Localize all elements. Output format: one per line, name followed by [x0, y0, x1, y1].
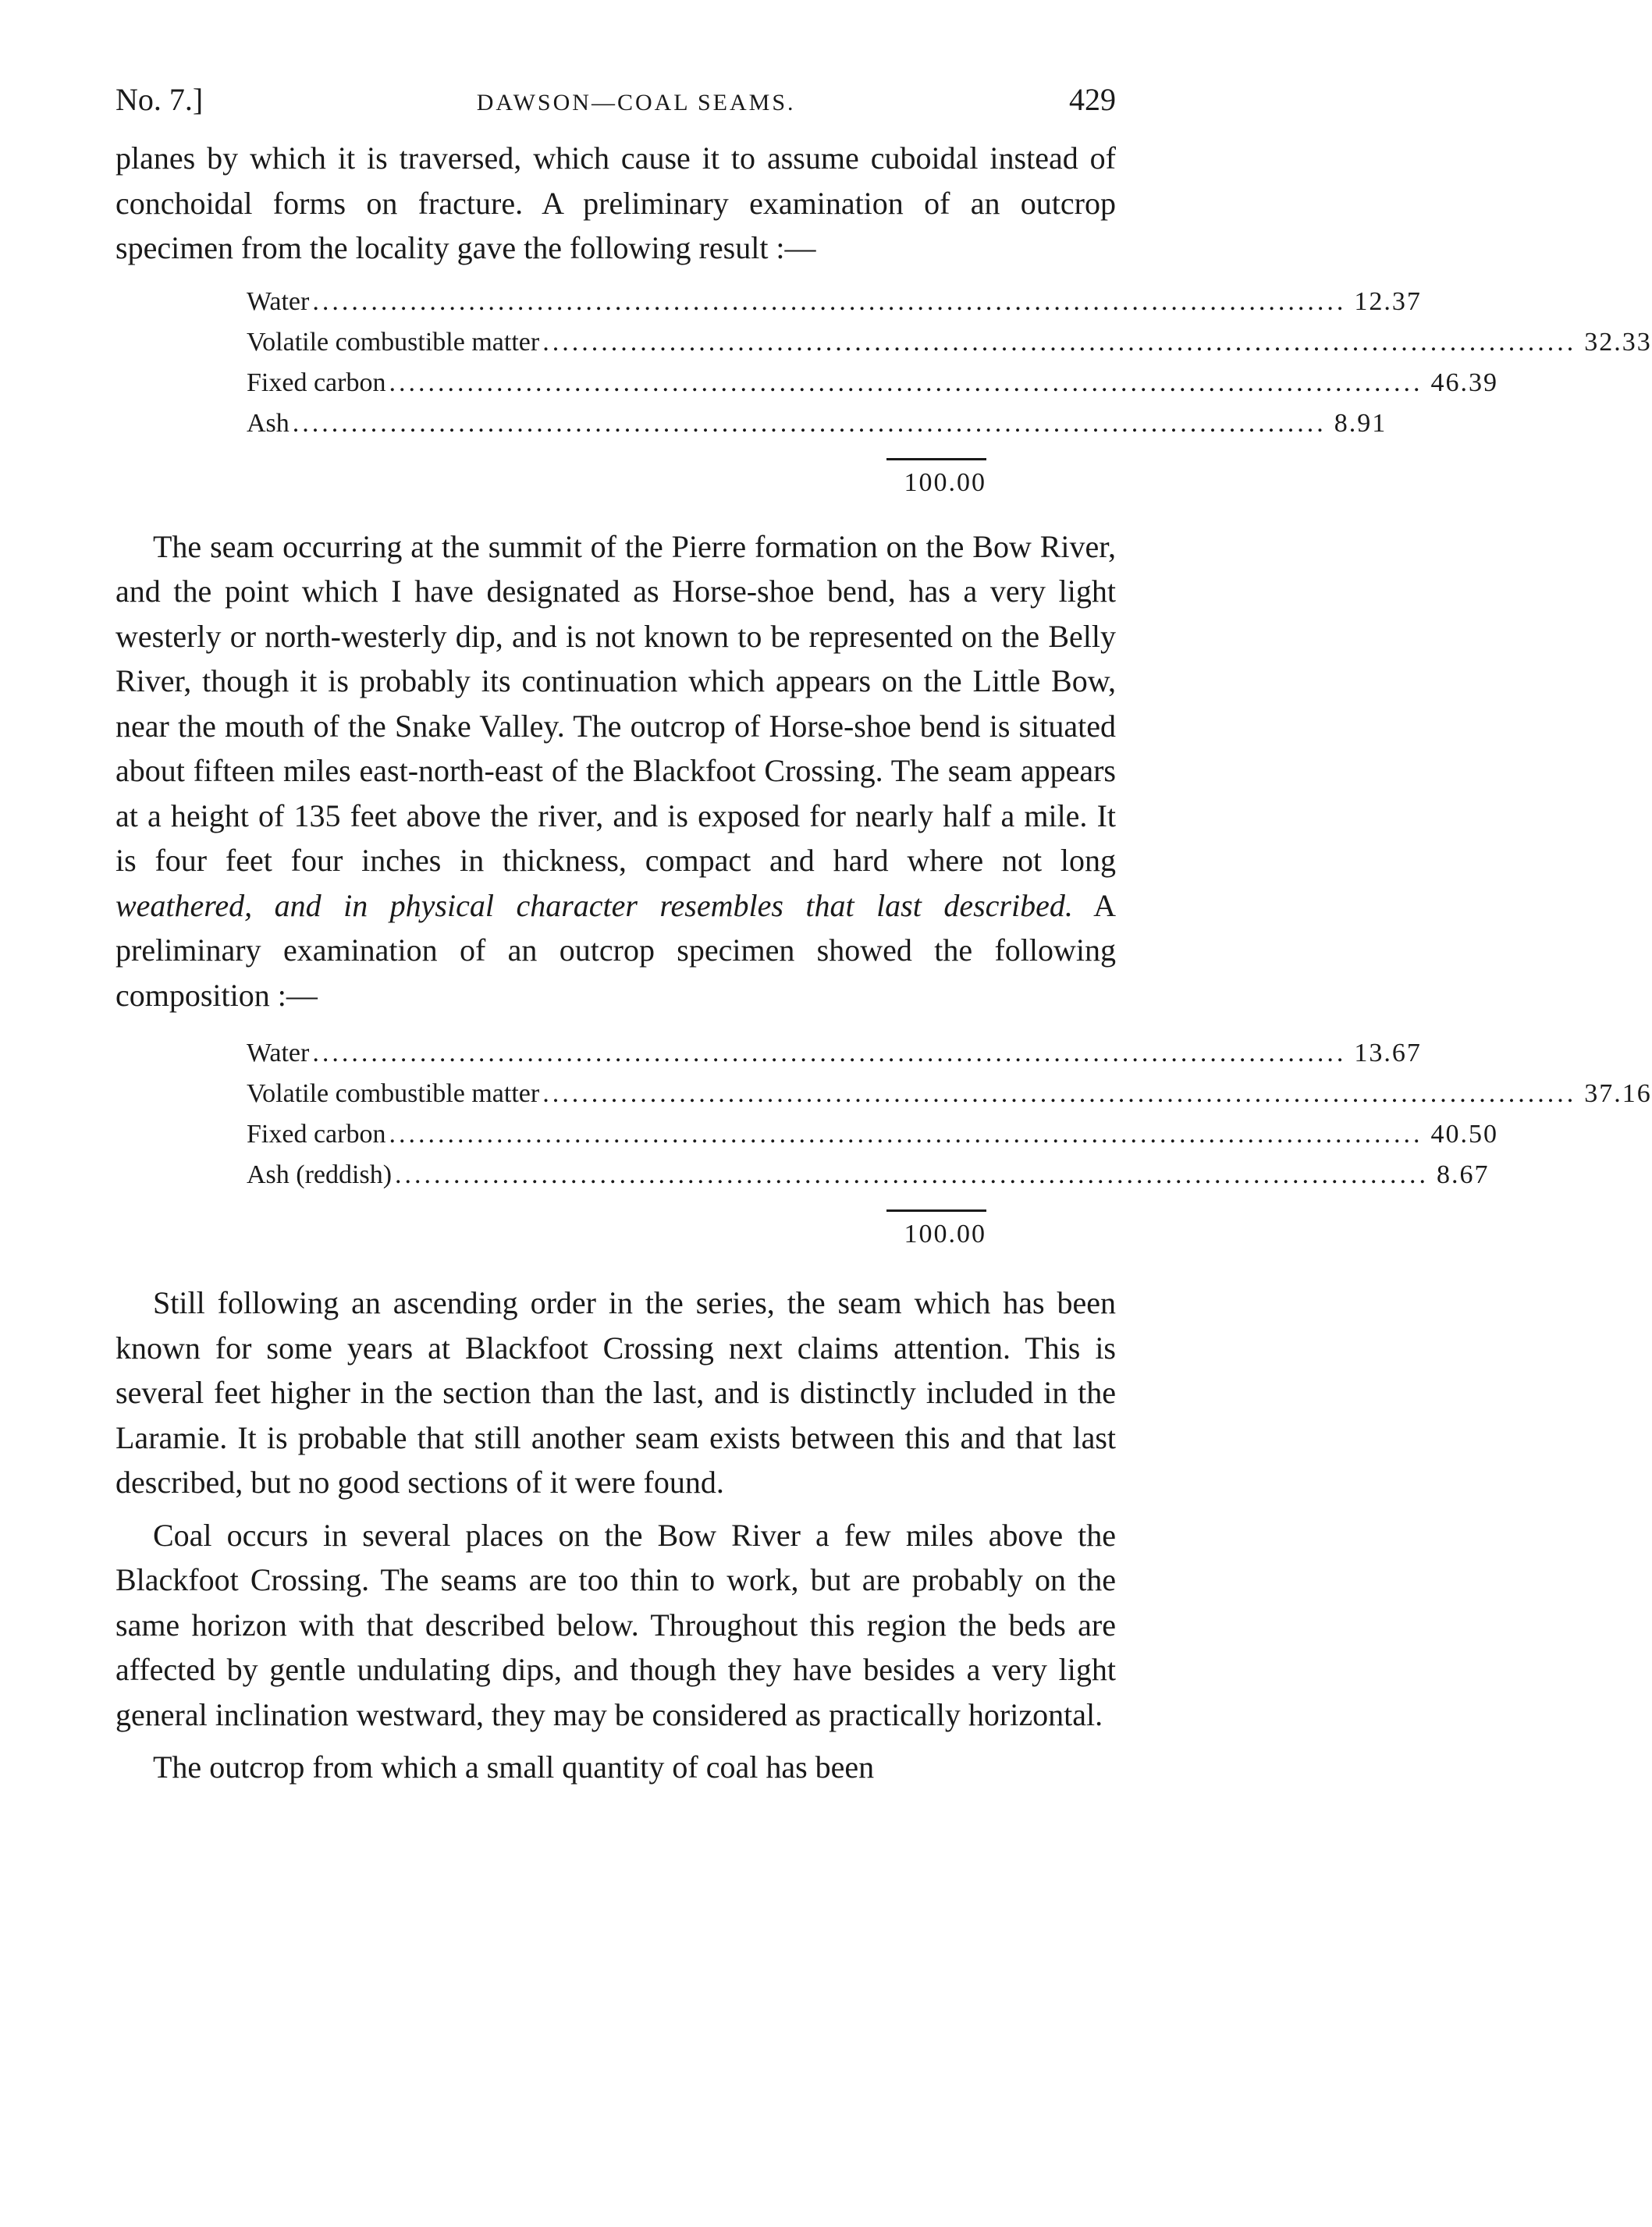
running-title: DAWSON—COAL SEAMS. [476, 90, 796, 115]
analysis-row [247, 1033, 1422, 1074]
analysis-total: 100.00 [904, 467, 986, 497]
analysis-value: 13.67 [1354, 1039, 1422, 1067]
issue-number: No. 7.] [115, 82, 204, 117]
analysis-value: 8.91 [1334, 408, 1387, 438]
analysis-row [247, 1155, 1490, 1195]
analysis-label: Ash (reddish) [247, 1160, 393, 1189]
dot-leader: .......................................................................................................... [312, 286, 1347, 316]
paragraph-2-text-end: A preliminary examination of an outcrop specimen showed the following composition :— [115, 887, 1116, 1013]
paragraph-4: Coal occurs in several places on the Bow River a few miles above the Blackfoot Crossing. The seams are too thin to work, but are probably on the same horizon with that described below. Throughout this region the beds are affected by gentle undulating dips, and though they have besides a very light general inclination westward, they may be considered as practically horizontal. [115, 1517, 1116, 1732]
analysis-row [247, 403, 1387, 444]
analysis-label: Ash [247, 408, 290, 438]
analysis-label: Fixed carbon [247, 1120, 386, 1149]
dot-leader: .......................................................................................................... [395, 1160, 1430, 1189]
paragraph-2-italic: weathered, and in physical character resembles that last described. [115, 887, 1073, 923]
analysis-label: Fixed carbon [247, 368, 386, 397]
paragraph-3: Still following an ascending order in the series, the seam which has been known for some years at Blackfoot Crossing next claims attention. This is several feet higher in the section than the last, and is distinctly included in the Laramie. It is probable that still another seam exists between this and that last described, but no good sections of it were found. [115, 1285, 1116, 1500]
analysis-label: Volatile combustible matter [247, 327, 540, 357]
paragraph-2 [115, 524, 1116, 1018]
analysis-table-1 [247, 282, 1652, 506]
analysis-row [247, 282, 1422, 322]
dot-leader: .......................................................................................................... [542, 1079, 1577, 1108]
analysis-value: 37.16 [1584, 1079, 1652, 1108]
analysis-value: 40.50 [1430, 1120, 1498, 1149]
paragraph-2-text: The seam occurring at the summit of the Pierre formation on the Bow River, and the point which I have designated as Horse-shoe bend, has a very light westerly or north-westerly dip, and is not known to be represented on the Belly River, though it is probably its continuation which appears on the Little Bow, near the mouth of the Snake Valley. The outcrop of Horse-shoe bend is situated about fifteen miles east-north-east of the Blackfoot Crossing. The seam appears at a height of 135 feet above the river, and is exposed for nearly half a mile. It is four feet four inches in thickness, compact and hard where not long [115, 528, 1116, 878]
analysis-label: Water [247, 286, 310, 316]
analysis-total: 100.00 [904, 1220, 986, 1248]
analysis-label: Water [247, 1039, 310, 1067]
dot-leader: .......................................................................................................... [389, 1120, 1423, 1149]
analysis-row [247, 1074, 1652, 1114]
page-number: 429 [1069, 82, 1116, 117]
paragraph-1: planes by which it is traversed, which cause it to assume cuboidal instead of conchoidal forms on fracture. A preliminary examination of an outcrop specimen from the locality gave the following result :— [115, 140, 1116, 265]
analysis-value: 12.37 [1354, 286, 1422, 316]
analysis-row [247, 1114, 1498, 1155]
analysis-row [247, 322, 1652, 363]
dot-leader: .......................................................................................................... [292, 408, 1327, 438]
analysis-label: Volatile combustible matter [247, 1079, 540, 1108]
analysis-row [247, 363, 1498, 403]
dot-leader: .......................................................................................................... [389, 368, 1423, 397]
analysis-value: 46.39 [1430, 368, 1498, 397]
page [115, 81, 1652, 1790]
analysis-value: 32.33 [1584, 327, 1652, 357]
dot-leader: .......................................................................................................... [542, 327, 1577, 357]
paragraph-5: The outcrop from which a small quantity of coal has been [153, 1749, 875, 1785]
analysis-table-2 [247, 1033, 1652, 1257]
dot-leader: .......................................................................................................... [312, 1039, 1347, 1067]
analysis-value: 8.67 [1437, 1160, 1490, 1189]
running-head [115, 81, 1116, 136]
